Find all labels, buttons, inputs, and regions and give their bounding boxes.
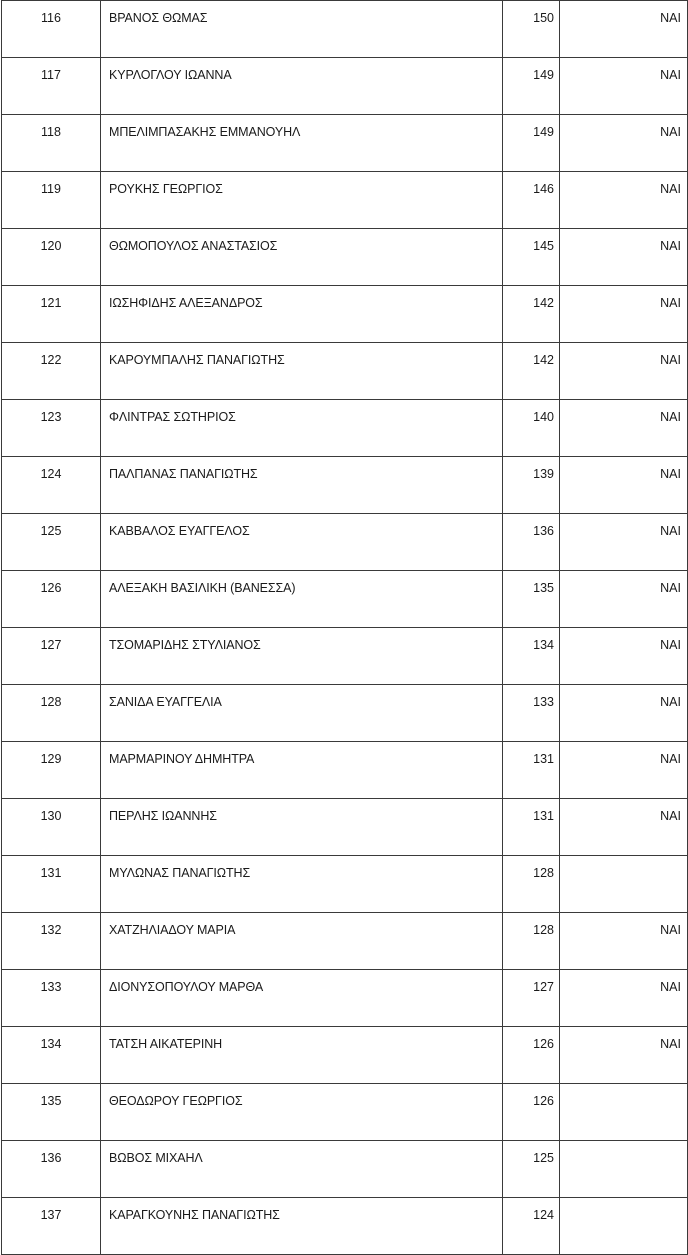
score-cell: 128 (503, 913, 560, 970)
score-cell: 146 (503, 172, 560, 229)
results-table-body (2, 1, 688, 1255)
score-cell: 136 (503, 514, 560, 571)
score-cell: 128 (503, 856, 560, 913)
score-cell: 126 (503, 1027, 560, 1084)
table-row (2, 1084, 688, 1141)
table-row (2, 913, 688, 970)
score-cell: 149 (503, 58, 560, 115)
score-cell: 124 (503, 1198, 560, 1255)
name-cell: ΣΑΝΙΔΑ ΕΥΑΓΓΕΛΙΑ (101, 685, 503, 742)
score-cell: 145 (503, 229, 560, 286)
rank-cell: 118 (2, 115, 101, 172)
rank-cell: 121 (2, 286, 101, 343)
name-cell: ΜΑΡΜΑΡΙΝΟΥ ΔΗΜΗΤΡΑ (101, 742, 503, 799)
rank-cell: 120 (2, 229, 101, 286)
table-row (2, 685, 688, 742)
rank-cell: 124 (2, 457, 101, 514)
table-row (2, 115, 688, 172)
name-cell: ΜΥΛΩΝΑΣ ΠΑΝΑΓΙΩΤΗΣ (101, 856, 503, 913)
name-cell: ΚΑΡΑΓΚΟΥΝΗΣ ΠΑΝΑΓΙΩΤΗΣ (101, 1198, 503, 1255)
flag-cell: ΝΑΙ (560, 115, 688, 172)
score-cell: 149 (503, 115, 560, 172)
table-row (2, 343, 688, 400)
flag-cell: ΝΑΙ (560, 286, 688, 343)
table-row (2, 1027, 688, 1084)
table-row (2, 400, 688, 457)
results-table (1, 0, 688, 1255)
name-cell: ΤΣΟΜΑΡΙΔΗΣ ΣΤΥΛΙΑΝΟΣ (101, 628, 503, 685)
score-cell: 133 (503, 685, 560, 742)
name-cell: ΘΕΟΔΩΡΟΥ ΓΕΩΡΓΙΟΣ (101, 1084, 503, 1141)
rank-cell: 132 (2, 913, 101, 970)
rank-cell: 117 (2, 58, 101, 115)
name-cell: ΠΑΛΠΑΝΑΣ ΠΑΝΑΓΙΩΤΗΣ (101, 457, 503, 514)
table-row (2, 799, 688, 856)
name-cell: ΧΑΤΖΗΛΙΑΔΟΥ ΜΑΡΙΑ (101, 913, 503, 970)
rank-cell: 128 (2, 685, 101, 742)
score-cell: 131 (503, 742, 560, 799)
table-row (2, 1, 688, 58)
rank-cell: 116 (2, 1, 101, 58)
table-row (2, 742, 688, 799)
flag-cell: ΝΑΙ (560, 742, 688, 799)
flag-cell: ΝΑΙ (560, 229, 688, 286)
rank-cell: 137 (2, 1198, 101, 1255)
flag-cell: ΝΑΙ (560, 628, 688, 685)
table-row (2, 514, 688, 571)
table-row (2, 58, 688, 115)
table-row (2, 1198, 688, 1255)
score-cell: 140 (503, 400, 560, 457)
flag-cell: ΝΑΙ (560, 1027, 688, 1084)
flag-cell: ΝΑΙ (560, 343, 688, 400)
table-row (2, 970, 688, 1027)
rank-cell: 119 (2, 172, 101, 229)
rank-cell: 134 (2, 1027, 101, 1084)
score-cell: 139 (503, 457, 560, 514)
name-cell: ΜΠΕΛΙΜΠΑΣΑΚΗΣ ΕΜΜΑΝΟΥΗΛ (101, 115, 503, 172)
name-cell: ΒΩΒΟΣ ΜΙΧΑΗΛ (101, 1141, 503, 1198)
score-cell: 131 (503, 799, 560, 856)
table-row (2, 856, 688, 913)
table-row (2, 286, 688, 343)
score-cell: 134 (503, 628, 560, 685)
table-row (2, 628, 688, 685)
name-cell: ΙΩΣΗΦΙΔΗΣ ΑΛΕΞΑΝΔΡΟΣ (101, 286, 503, 343)
score-cell: 142 (503, 343, 560, 400)
rank-cell: 131 (2, 856, 101, 913)
table-row (2, 1141, 688, 1198)
name-cell: ΡΟΥΚΗΣ ΓΕΩΡΓΙΟΣ (101, 172, 503, 229)
name-cell: ΚΥΡΛΟΓΛΟΥ ΙΩΑΝΝΑ (101, 58, 503, 115)
score-cell: 135 (503, 571, 560, 628)
name-cell: ΒΡΑΝΟΣ ΘΩΜΑΣ (101, 1, 503, 58)
flag-cell: ΝΑΙ (560, 970, 688, 1027)
score-cell: 125 (503, 1141, 560, 1198)
rank-cell: 122 (2, 343, 101, 400)
flag-cell (560, 856, 688, 913)
rank-cell: 136 (2, 1141, 101, 1198)
name-cell: ΚΑΡΟΥΜΠΑΛΗΣ ΠΑΝΑΓΙΩΤΗΣ (101, 343, 503, 400)
rank-cell: 123 (2, 400, 101, 457)
table-row (2, 571, 688, 628)
rank-cell: 130 (2, 799, 101, 856)
name-cell: ΔΙΟΝΥΣΟΠΟΥΛΟΥ ΜΑΡΘΑ (101, 970, 503, 1027)
score-cell: 150 (503, 1, 560, 58)
rank-cell: 133 (2, 970, 101, 1027)
name-cell: ΑΛΕΞΑΚΗ ΒΑΣΙΛΙΚΗ (ΒΑΝΕΣΣΑ) (101, 571, 503, 628)
rank-cell: 127 (2, 628, 101, 685)
score-cell: 127 (503, 970, 560, 1027)
rank-cell: 126 (2, 571, 101, 628)
score-cell: 126 (503, 1084, 560, 1141)
flag-cell (560, 1141, 688, 1198)
flag-cell: ΝΑΙ (560, 514, 688, 571)
score-cell: 142 (503, 286, 560, 343)
name-cell: ΚΑΒΒΑΛΟΣ ΕΥΑΓΓΕΛΟΣ (101, 514, 503, 571)
rank-cell: 129 (2, 742, 101, 799)
flag-cell: ΝΑΙ (560, 58, 688, 115)
table-row (2, 172, 688, 229)
table-row (2, 457, 688, 514)
flag-cell: ΝΑΙ (560, 400, 688, 457)
flag-cell (560, 1084, 688, 1141)
rank-cell: 135 (2, 1084, 101, 1141)
flag-cell (560, 1198, 688, 1255)
name-cell: ΤΑΤΣΗ ΑΙΚΑΤΕΡΙΝΗ (101, 1027, 503, 1084)
name-cell: ΠΕΡΛΗΣ ΙΩΑΝΝΗΣ (101, 799, 503, 856)
flag-cell: ΝΑΙ (560, 799, 688, 856)
flag-cell: ΝΑΙ (560, 685, 688, 742)
flag-cell: ΝΑΙ (560, 457, 688, 514)
table-row (2, 229, 688, 286)
name-cell: ΦΛΙΝΤΡΑΣ ΣΩΤΗΡΙΟΣ (101, 400, 503, 457)
name-cell: ΘΩΜΟΠΟΥΛΟΣ ΑΝΑΣΤΑΣΙΟΣ (101, 229, 503, 286)
flag-cell: ΝΑΙ (560, 571, 688, 628)
flag-cell: ΝΑΙ (560, 913, 688, 970)
flag-cell: ΝΑΙ (560, 1, 688, 58)
rank-cell: 125 (2, 514, 101, 571)
flag-cell: ΝΑΙ (560, 172, 688, 229)
